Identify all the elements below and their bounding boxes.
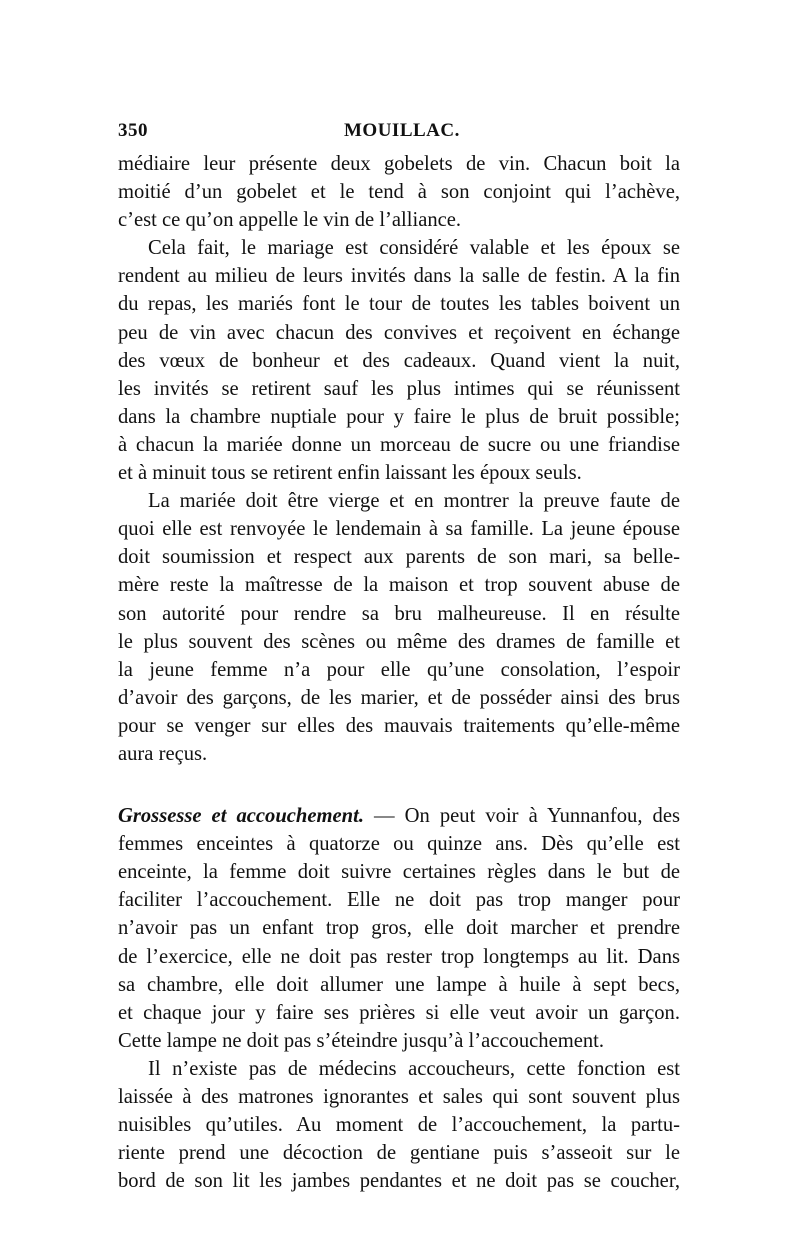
paragraph — [118, 150, 680, 234]
text-line: Cette lampe ne doit pas s’éteindre jusqu’à l’accouchement. — [118, 1029, 605, 1052]
text-line: les invités se retirent sauf les plus intimes qui se réunissent — [118, 377, 680, 400]
section-first-line-text: — On peut voir à Yunnanfou, des — [364, 805, 680, 828]
text-line: nuisibles qu’utiles. Au moment de l’accouchement, la partu- — [118, 1114, 680, 1137]
text-line: la jeune femme n’a pour elle qu’une consolation, l’espoir — [118, 658, 680, 681]
text-line: du repas, les mariés font le tour de toutes les tables boivent un — [118, 293, 680, 316]
section-grossesse — [118, 802, 680, 1055]
text-line: c’est ce qu’on appelle le vin de l’alliance. — [118, 209, 462, 232]
text-line: pour se venger sur elles des mauvais traitements qu’elle-même — [118, 714, 680, 737]
page-number: 350 — [118, 120, 148, 141]
text-line: et chaque jour y faire ses prières si elle veut avoir un garçon. — [118, 1001, 680, 1024]
text-line: aura reçus. — [118, 742, 208, 765]
text-line: et à minuit tous se retirent enfin laissant les époux seuls. — [118, 462, 582, 485]
text-line: peu de vin avec chacun des convives et reçoivent en échange — [118, 321, 680, 344]
text-line: faciliter l’accouchement. Elle ne doit pas trop manger pour — [118, 889, 680, 912]
paragraph — [118, 487, 680, 768]
body-text — [118, 150, 680, 1195]
running-title: MOUILLAC. — [344, 120, 460, 141]
paragraph — [118, 234, 680, 487]
text-line: n’avoir pas un enfant trop gros, elle doit marcher et prendre — [118, 917, 680, 940]
page-header — [118, 120, 680, 150]
text-line: riente prend une décoction de gentiane puis s’asseoit sur le — [118, 1142, 680, 1165]
section-first-line — [118, 802, 680, 830]
text-line: laissée à des matrones ignorantes et sales qui sont souvent plus — [118, 1086, 680, 1108]
text-line: La mariée doit être vierge et en montrer la preuve faute de — [148, 490, 680, 513]
paragraph — [118, 1055, 680, 1195]
section-spacer — [118, 768, 680, 802]
text-line: sa chambre, elle doit allumer une lampe à huile à sept becs, — [118, 973, 680, 996]
text-line: femmes enceintes à quatorze ou quinze ans. Dès qu’elle est — [118, 833, 680, 856]
text-line: mère reste la maîtresse de la maison et trop souvent abuse de — [118, 574, 680, 597]
text-line: Cela fait, le mariage est considéré valable et les époux se — [148, 237, 680, 260]
book-page — [118, 120, 680, 1195]
text-line: quoi elle est renvoyée le lendemain à sa famille. La jeune épouse — [118, 518, 680, 541]
text-line: doit soumission et respect aux parents de son mari, sa belle- — [118, 546, 680, 569]
text-line: son autorité pour rendre sa bru malheureuse. Il en résulte — [118, 602, 680, 625]
text-line: des vœux de bonheur et des cadeaux. Quand vient la nuit, — [118, 349, 680, 372]
section-title: Grossesse et accouchement. — [118, 805, 364, 828]
text-line: Il n’existe pas de médecins accoucheurs, cette fonction est — [148, 1057, 680, 1080]
text-line: enceinte, la femme doit suivre certaines règles dans le but de — [118, 861, 680, 884]
text-line: d’avoir des garçons, de les marier, et de posséder ainsi des brus — [118, 686, 680, 709]
text-line: à chacun la mariée donne un morceau de sucre ou une friandise — [118, 433, 680, 456]
text-line: rendent au milieu de leurs invités dans la salle de festin. A la fin — [118, 265, 680, 288]
text-line: moitié d’un gobelet et le tend à son conjoint qui l’achève, — [118, 181, 680, 204]
text-line: dans la chambre nuptiale pour y faire le plus de bruit possible; — [118, 405, 680, 428]
text-line: bord de son lit les jambes pendantes et ne doit pas se coucher, — [118, 1170, 680, 1193]
text-line: médiaire leur présente deux gobelets de vin. Chacun boit la — [118, 153, 680, 175]
text-line: le plus souvent des scènes ou même des drames de famille et — [118, 630, 680, 653]
text-line: de l’exercice, elle ne doit pas rester trop longtemps au lit. Dans — [118, 945, 680, 968]
